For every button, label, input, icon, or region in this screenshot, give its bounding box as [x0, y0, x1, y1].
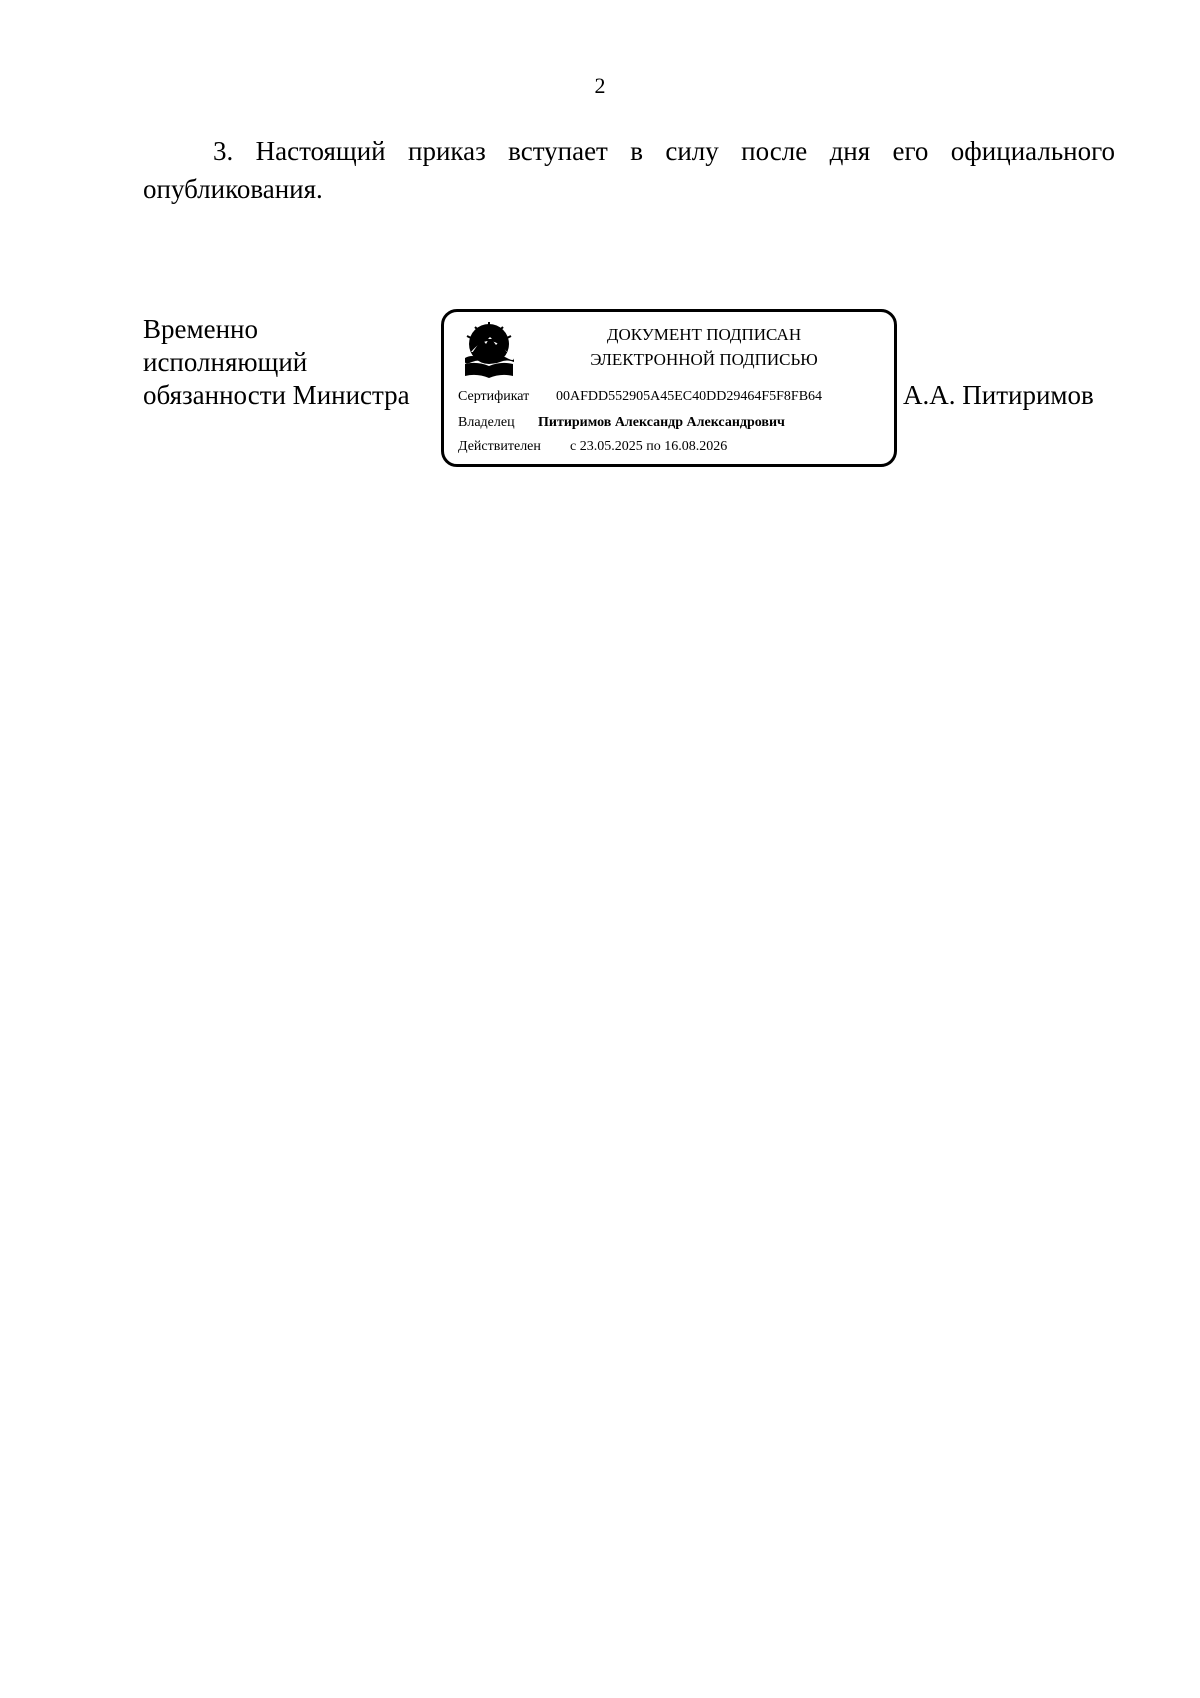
position-line-2: исполняющий	[143, 347, 308, 377]
position-line-1: Временно	[143, 314, 258, 344]
page-number: 2	[594, 73, 606, 98]
owner-row	[458, 413, 785, 433]
regional-emblem-icon	[462, 322, 516, 380]
signer-name: А.А. Питиримов	[903, 380, 1094, 410]
signer-position	[143, 313, 443, 412]
stamp-title-line-1: ДОКУМЕНТ ПОДПИСАН	[606, 325, 802, 344]
owner-label: Владелец	[458, 415, 515, 430]
certificate-value: 00AFDD552905A45EC40DD29464F5F8FB64	[556, 389, 823, 404]
position-line-3: обязанности Министра	[143, 380, 410, 410]
order-paragraph: 3. Настоящий приказ вступает в силу после дня его официального опубликования.	[143, 136, 1115, 204]
stamp-title-line-2: ЭЛЕКТРОННОЙ ПОДПИСЬЮ	[590, 350, 818, 369]
stamp-title	[534, 322, 874, 372]
certificate-row	[458, 387, 822, 407]
validity-label: Действителен	[458, 439, 541, 454]
validity-row	[458, 437, 727, 457]
certificate-label: Сертификат	[458, 389, 530, 404]
validity-value: с 23.05.2025 по 16.08.2026	[570, 439, 728, 454]
owner-value: Питиримов Александр Александрович	[538, 415, 785, 430]
electronic-signature-stamp	[441, 309, 897, 467]
